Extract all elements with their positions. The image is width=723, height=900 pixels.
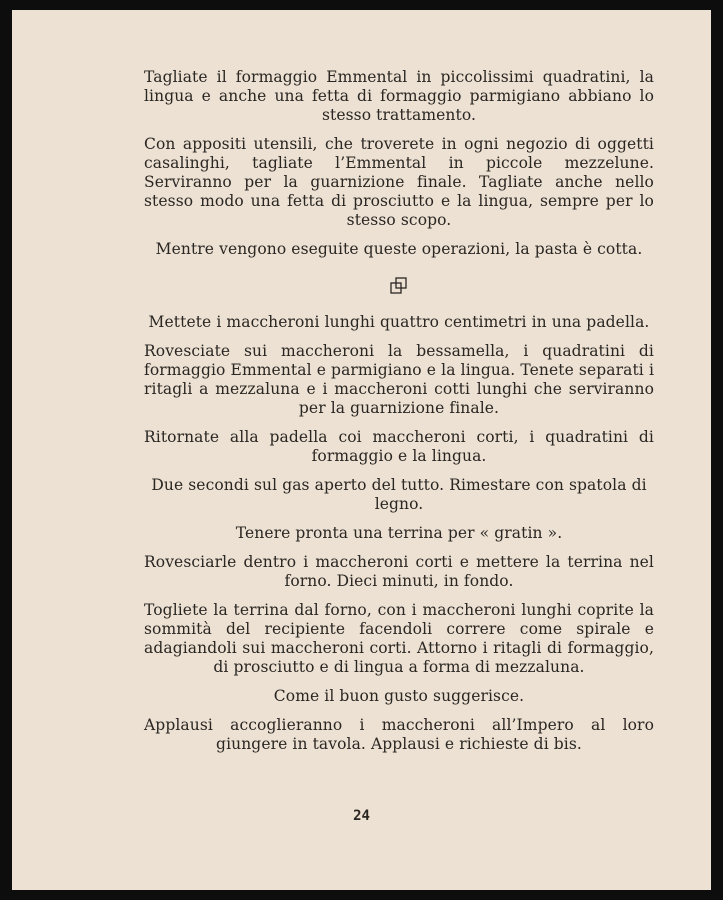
paragraph: Mettete i maccheroni lunghi quattro centimetri in una padella. [148,313,650,331]
paragraph: Tenere pronta una terrina per « gratin ». [235,524,563,542]
paragraph: Due secondi sul gas aperto del tutto. Rimestare con spatola di legno. [151,476,647,513]
paragraph: Tagliate il formaggio Emmental in piccolissimi quadratini, la lingua e anche una fetta di formaggio parmigiano abbiano lo stesso trattamento. [144,68,654,124]
page-number: 24 [353,808,370,824]
paragraph: Mentre vengono eseguite queste operazioni, la pasta è cotta. [155,240,643,258]
recipe-text [144,68,654,764]
book-page [12,10,711,890]
paragraph: Ritornate alla padella coi maccheroni corti, i quadratini di formaggio e la lingua. [144,428,654,465]
paragraph: Togliete la terrina dal forno, con i maccheroni lunghi coprite la sommità del recipiente facendoli correre come spirale e adagiandoli sui maccheroni corti. Attorno i ritagli di formaggio, di prosciutto e di lingua a forma di mezzaluna. [144,601,654,676]
paragraph: Con appositi utensili, che troverete in ogni negozio di oggetti casalinghi, tagliate l’Emmental in piccole mezzelune. Serviranno per la guarnizione finale. Tagliate anche nello stesso modo una fetta di prosciutto e la lingua, sempre per lo stesso scopo. [144,135,654,229]
interlocking-squares-icon [390,277,408,295]
paragraph: Rovesciate sui maccheroni la bessamella, i quadratini di formaggio Emmental e parmigiano e la lingua. Tenete separati i ritagli a mezzaluna e i maccheroni cotti lunghi che serviranno per la guarnizione finale. [144,342,654,417]
paragraph: Rovesciarle dentro i maccheroni corti e mettere la terrina nel forno. Dieci minuti, in fondo. [144,553,654,590]
paragraph: Come il buon gusto suggerisce. [273,687,525,705]
paragraph: Applausi accoglieranno i maccheroni all’Impero al loro giungere in tavola. Applausi e richieste di bis. [144,716,654,753]
section-divider [144,277,654,295]
